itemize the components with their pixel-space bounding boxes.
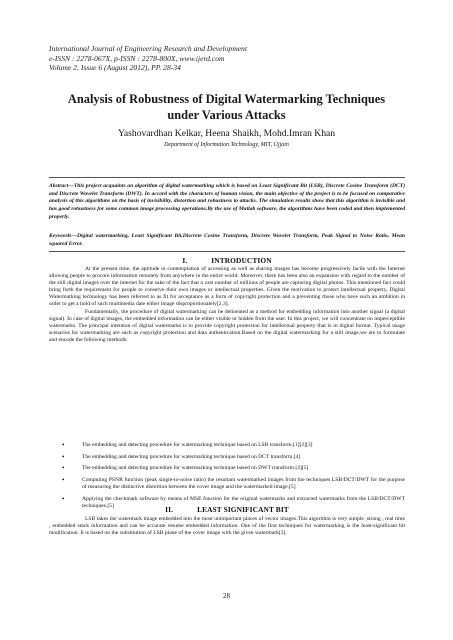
methods-list: [49, 442, 405, 515]
bullet-icon: •: [62, 494, 65, 503]
lsb-body: [49, 516, 405, 537]
section-number: II.: [165, 505, 174, 514]
journal-header: [49, 44, 409, 73]
introduction-paragraph-1: At the present time, the aptitude in contemplation of accessing as well as sharing images has become progressively facile with the Internet allowing people to procure information remotely from anywhere in the entire world. Moreover, there has been also an expansion with regard to the number of the still digital images over the internet for the sake of the fact that a vast number of millions of people are capturing digital photos. This mentioned fact could bring forth the requirement for people to conserve their own images or intellectual properties. Given the motivation to protect intellectual property, Digital Watermarking technology has been referred to as fit for acceptance as a form of copyright protection and a preventing those who have such an ambition in order to get a hold of such multimedia date either image disproportionately[2,3].: [49, 266, 405, 308]
list-item: • The embedding and detecting procedure for watermarking technique based on DCT transform.[4]: [62, 452, 301, 461]
list-item: • Applying the checkmark software by means of MSE function for the original watermarks and extracted watermarks from the LSB/DCT/DWT techniques.[5]: [62, 494, 405, 509]
journal-name: International Journal of Engineering Research and Development: [49, 44, 247, 53]
introduction-body: [49, 266, 405, 344]
paper-title-line2: under Various Attacks: [167, 107, 286, 122]
paper-authors: Yashovardhan Kelkar, Heena Shaikh, Mohd.Imran Khan: [117, 128, 336, 139]
bullet-icon: •: [62, 476, 65, 485]
introduction-paragraph-2: Fundamentally, the procedure of digital watermarking can be delineated as a method for embedding information into another signal (a digital signal). In case of digital images, the embedded information can be either visible or hidden from the user. In this project, we will concentrate on imperceptible watermarks. The principal intention of digital watermarks is to provide copyright protection for intellectual property that is in digital format. Typical usage scenarios for watermarking are such as copyright protection and data authentication.Based on the digital watermarking for a still image,we are to formulate and encode the following methods:: [49, 308, 405, 343]
divider-bottom: [49, 251, 405, 252]
section-title: INTRODUCTION: [211, 256, 272, 265]
divider-top: [49, 177, 405, 178]
abstract: Abstract---This project acquaints an algorithm of digital watermarking which is based on Least Significant Bit (LSB), Discrete Cosine Transform (DCT) and Discrete Wavelet Transform (DWT). In accord with the characters of human vision, the main objective of the project is to be focused on comparative analysis of this algorithms on the basis of invisibility, distortion and robustness to attacks. The simulation results show that this algorithm is invisible and has good robustness for some common image processing operations.By the use of Matlab software, the algorithms have been coded and then implemented properly.: [49, 183, 405, 220]
page-number: 28: [223, 592, 230, 600]
paper-title-line1: Analysis of Robustness of Digital Watermarking Techniques: [67, 92, 386, 106]
list-item: • Computing PSNR function (peak single-to-noise ratio) the resultant watermarked images from the techniques LSB/DCT/DWT for the purpose of measuring the distinctive distortion between the cover image and the watermarked image.[5]: [62, 476, 405, 491]
journal-volume: Volume 2, Issue 6 (August 2012), PP. 28-34: [49, 63, 181, 73]
section-number: I.: [182, 256, 188, 265]
list-item: • The embedding and detecting procedure for watermarking technique based on DWT transform.[4][5]: [62, 464, 309, 473]
journal-issn: e-ISSN : 2278-067X, p-ISSN : 2278-800X, www.ijerd.com: [49, 53, 225, 63]
lsb-paragraph-1: LSB takes the watermark image embedded into the most unimportant places of vector images.This algorithm is very simple ,strong , real time , embedded stack information and can be accurate resume embedded information. One of the first techniques for watermarking is the least-significant bit modification. It is based on the substitution of LSB plane of the cover image with the given watermark[3].: [49, 516, 405, 537]
section-heading-introduction: [49, 256, 405, 265]
bullet-icon: •: [62, 441, 65, 449]
section-title: LEAST SIGNIFICANT BIT: [197, 505, 289, 514]
list-item: • The embedding and detecting procedure for watermarking technique based on LSB transform.[1][2][3]: [62, 441, 313, 449]
author-department: Department of Information Technology, MIT, Ujjain: [164, 142, 289, 148]
bullet-icon: •: [62, 464, 65, 473]
paper-title: [40, 92, 413, 123]
section-heading-lsb: [49, 505, 405, 514]
bullet-icon: •: [62, 452, 65, 461]
keywords: Keywords---Digital watermarking, Least Significant Bit,Discrete Cosine Transform, Discrete Wavelet Transform, Peak Signal to Noise Ratio, Mean squared Error.: [49, 233, 405, 247]
